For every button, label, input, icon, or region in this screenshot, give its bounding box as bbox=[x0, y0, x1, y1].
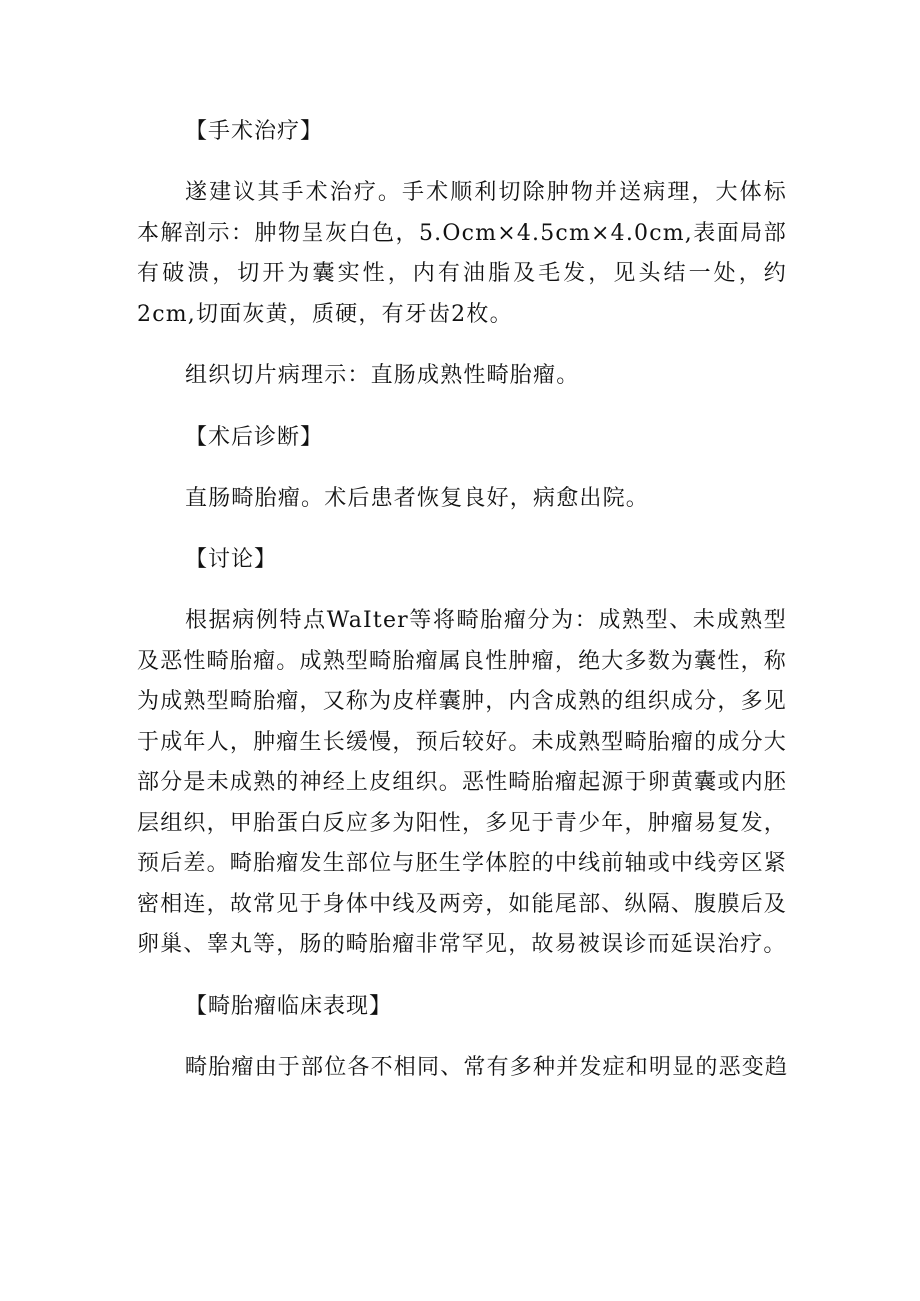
paragraph-diagnosis: 直肠畸胎瘤。术后患者恢复良好，病愈出院。 bbox=[185, 485, 650, 511]
section-heading-postoperative-diagnosis: 【术后诊断】 bbox=[185, 424, 324, 450]
paragraph-surgery-gross-specimen: 遂建议其手术治疗。手术顺利切除肿物并送病理，大体标本解剖示：肿物呈灰白色，5.Ocm×4.5cm×4.0cm,表面局部有破溃，切开为囊实性，内有油脂及毛发，见头结一处，约2cm,切面灰黄，质硬，有牙齿2枚。 bbox=[137, 180, 787, 327]
paragraph-discussion: 根据病例特点WaIter等将畸胎瘤分为：成熟型、未成熟型及恶性畸胎瘤。成熟型畸胎瘤属良性肿瘤，绝大多数为囊性，称为成熟型畸胎瘤，又称为皮样囊肿，内含成熟的组织成分，多见于成年人，肿瘤生长缓慢，预后较好。未成熟型畸胎瘤的成分大部分是未成熟的神经上皮组织。恶性畸胎瘤起源于卵黄囊或内胚层组织，甲胎蛋白反应多为阳性，多见于青少年，肿瘤易复发，预后差。畸胎瘤发生部位与胚生学体腔的中线前轴或中线旁区紧密相连，故常见于身体中线及两旁，如能尾部、纵隔、腹膜后及卵巢、睾丸等，肠的畸胎瘤非常罕见，故易被误诊而延误治疗。 bbox=[137, 608, 787, 957]
paragraph-clinical-manifestations: 畸胎瘤由于部位各不相同、常有多种并发症和明显的恶变趋 bbox=[185, 1054, 789, 1080]
document-body bbox=[137, 112, 787, 1088]
section-heading-surgical-treatment: 【手术治疗】 bbox=[185, 119, 324, 144]
section-heading-clinical-manifestations: 【畸胎瘤临床表现】 bbox=[185, 993, 393, 1019]
section-heading-discussion: 【讨论】 bbox=[185, 547, 278, 572]
paragraph-pathology-result: 组织切片病理示：直肠成熟性畸胎瘤。 bbox=[185, 363, 580, 388]
